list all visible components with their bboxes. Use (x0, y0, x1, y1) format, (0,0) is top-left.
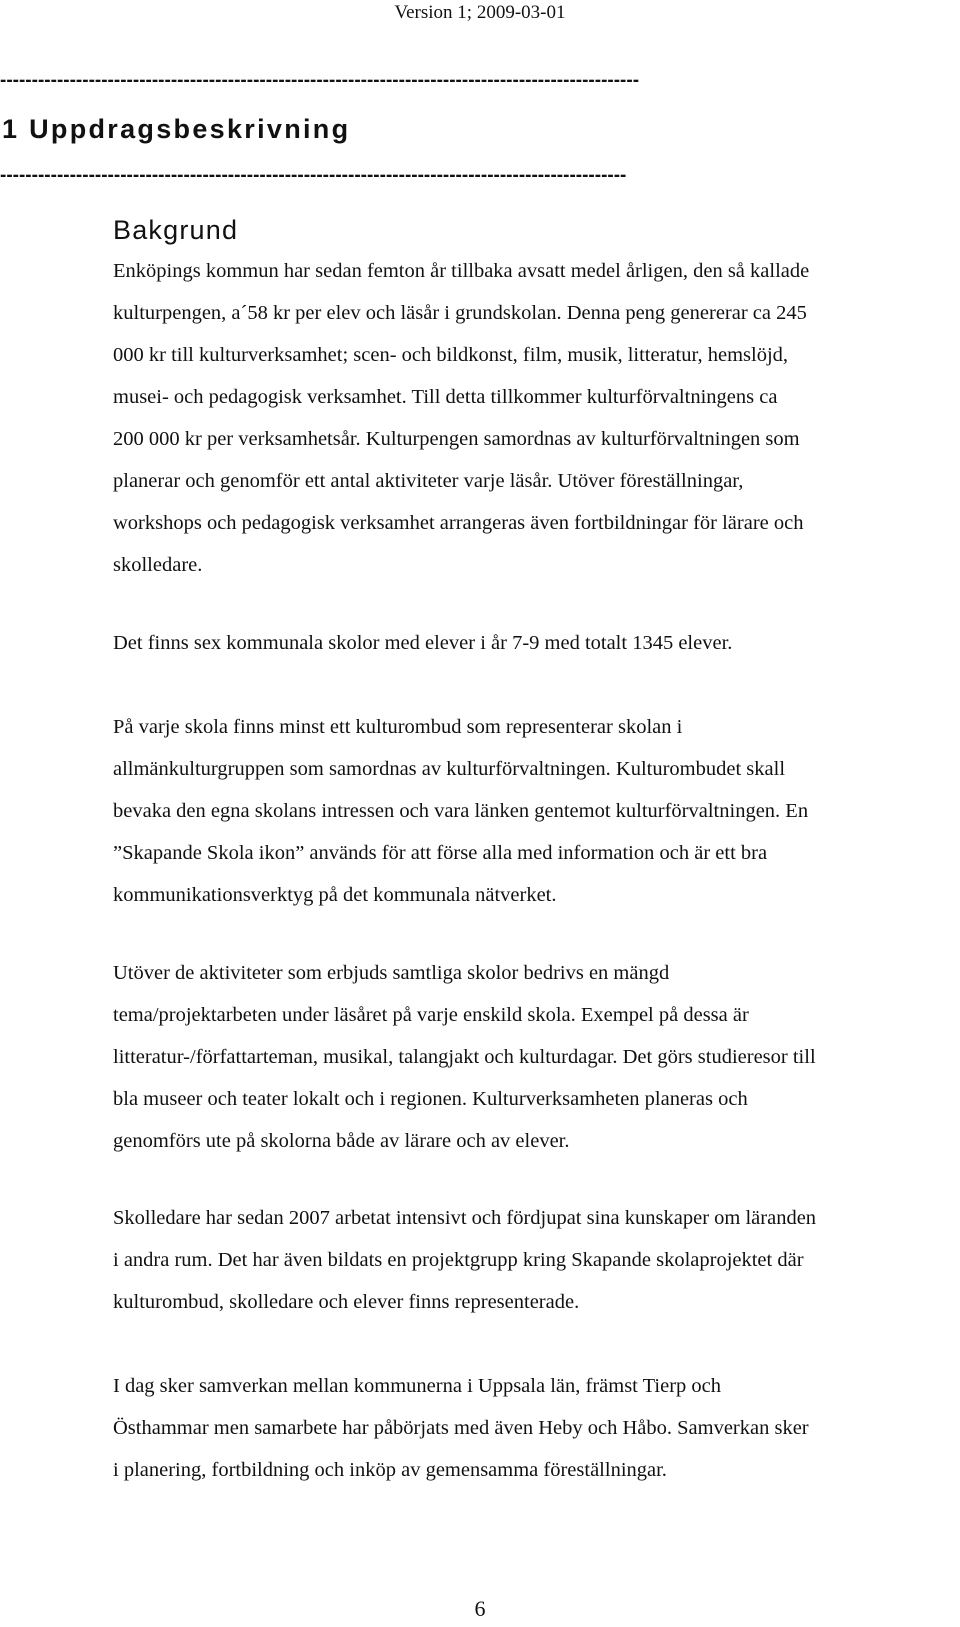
paragraph-line: Östhammar men samarbete har påbörjats med även Heby och Håbo. Samverkan sker (113, 1417, 809, 1439)
paragraph-line: kulturombud, skolledare och elever finns representerade. (113, 1291, 580, 1313)
paragraph-line: Skolledare har sedan 2007 arbetat intensivt och fördjupat sina kunskaper om läranden (113, 1207, 817, 1229)
paragraph-line: i planering, fortbildning och inköp av gemensamma föreställningar. (113, 1459, 667, 1481)
paragraph-culture-representatives (113, 706, 943, 916)
paragraph-line: allmänkulturgruppen som samordnas av kulturförvaltningen. Kulturombudet skall (113, 758, 786, 780)
page-header-version: Version 1; 2009-03-01 (394, 2, 566, 23)
paragraph-line: Utöver de aktiviteter som erbjuds samtliga skolor bedrivs en mängd (113, 962, 670, 984)
paragraph-line: bevaka den egna skolans intressen och vara länken gentemot kulturförvaltningen. En (113, 800, 809, 822)
paragraph-line: i andra rum. Det har även bildats en projektgrupp kring Skapande skolaprojektet där (113, 1249, 804, 1271)
section-title: Bakgrund (113, 215, 239, 245)
paragraph-line: genomförs ute på skolorna både av lärare och av elever. (113, 1130, 570, 1152)
divider-rule-top: ----------------------------------------------------------------------------------------------------- (0, 70, 640, 91)
paragraph-line: workshops och pedagogisk verksamhet arrangeras även fortbildningar för lärare och (113, 512, 804, 534)
paragraph-line: tema/projektarbeten under läsåret på varje enskild skola. Exempel på dessa är (113, 1004, 749, 1026)
paragraph-line: ”Skapande Skola ikon” används för att förse alla med information och är ett bra (113, 842, 768, 864)
paragraph-line: musei- och pedagogisk verksamhet. Till detta tillkommer kulturförvaltningens ca (113, 386, 778, 408)
paragraph-line: litteratur-/författarteman, musikal, talangjakt och kulturdagar. Det görs studieresor till (113, 1046, 816, 1068)
paragraph-line: kommunikationsverktyg på det kommunala nätverket. (113, 884, 557, 906)
paragraph-activities (113, 952, 943, 1162)
paragraph-school-leaders (113, 1197, 943, 1323)
paragraph-line: 200 000 kr per verksamhetsår. Kulturpengen samordnas av kulturförvaltningen som (113, 428, 800, 450)
page-number: 6 (474, 1596, 486, 1621)
paragraph-line: planerar och genomför ett antal aktiviteter varje läsår. Utöver föreställningar, (113, 470, 744, 492)
paragraph-line: Det finns sex kommunala skolor med elever i år 7-9 med totalt 1345 elever. (113, 632, 733, 654)
paragraph-line: 000 kr till kulturverksamhet; scen- och bildkonst, film, musik, litteratur, hemslöjd, (113, 344, 789, 366)
paragraph-line: skolledare. (113, 554, 203, 576)
divider-rule-bottom: --------------------------------------------------------------------------------------------------- (0, 165, 627, 186)
paragraph-background (113, 250, 943, 586)
paragraph-line: bla museer och teater lokalt och i regionen. Kulturverksamheten planeras och (113, 1088, 748, 1110)
paragraph-line: I dag sker samverkan mellan kommunerna i Uppsala län, främst Tierp och (113, 1375, 722, 1397)
paragraph-line: Enköpings kommun har sedan femton år tillbaka avsatt medel årligen, den så kallade (113, 260, 810, 282)
paragraph-schools (113, 622, 943, 664)
chapter-title: 1 Uppdragsbeskrivning (2, 114, 351, 144)
paragraph-line: På varje skola finns minst ett kulturombud som representerar skolan i (113, 716, 683, 738)
paragraph-line: kulturpengen, a´58 kr per elev och läsår i grundskolan. Denna peng genererar ca 245 (113, 302, 807, 324)
paragraph-cooperation (113, 1365, 943, 1491)
